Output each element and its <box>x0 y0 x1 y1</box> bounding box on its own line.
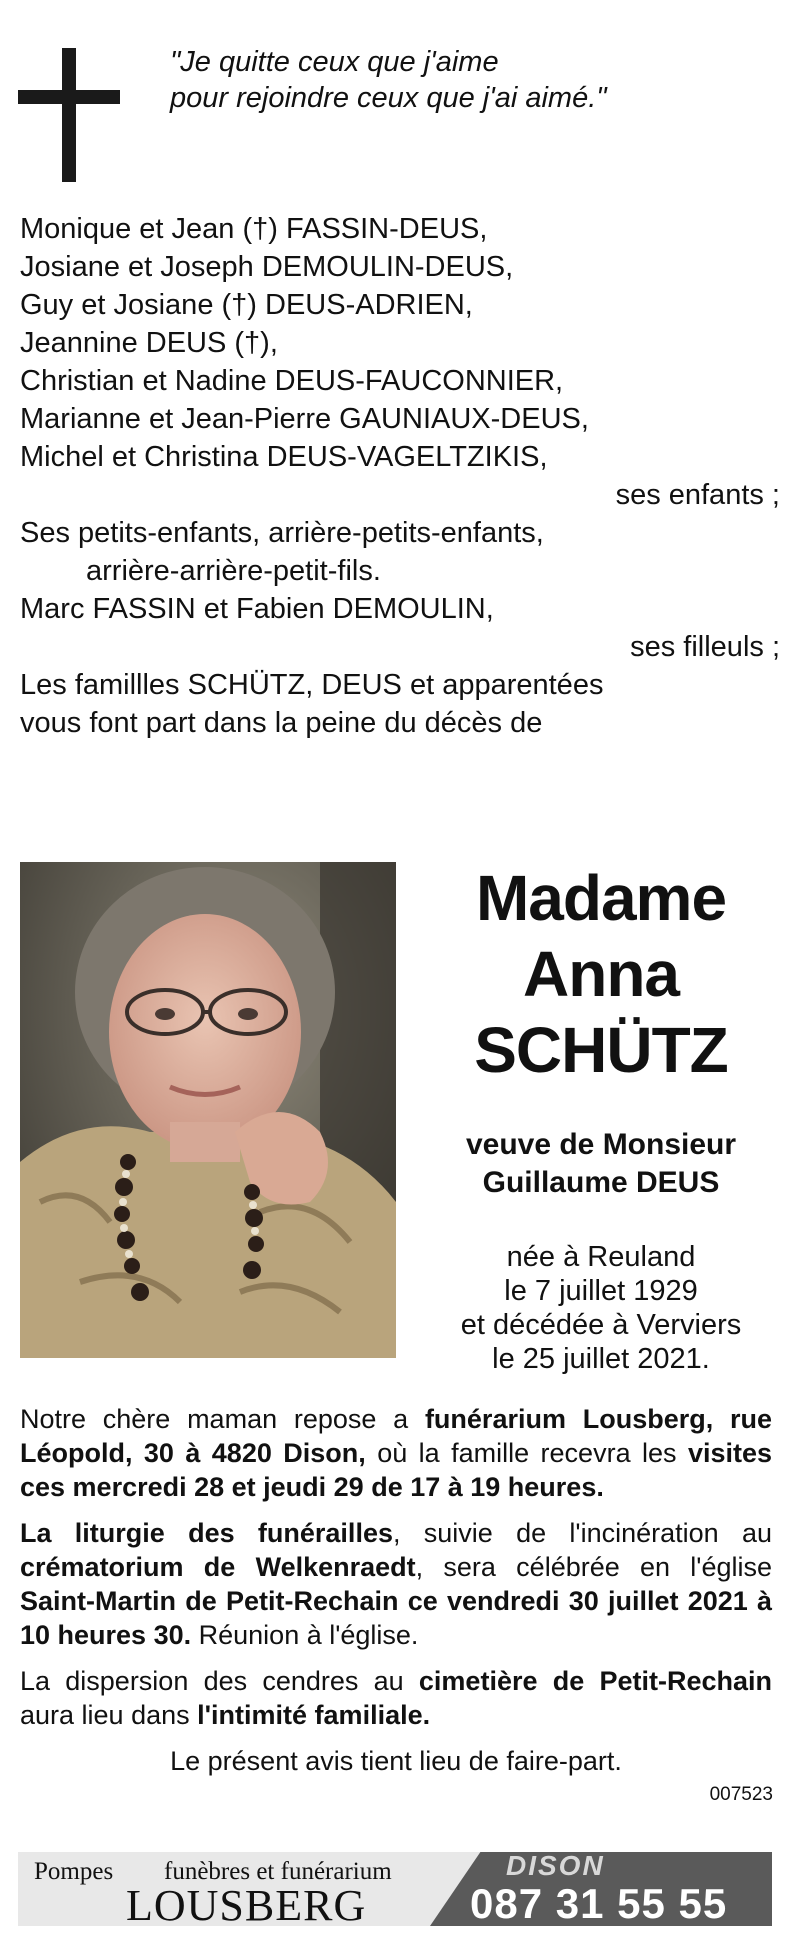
bold-text-run: visites ces mercredi 28 et jeudi 29 de 17 à 19 heures. <box>20 1438 773 1502</box>
widow-of <box>420 1126 782 1202</box>
ashes-paragraph <box>20 1664 772 1732</box>
family-line: arrière-arrière-petit-fils. <box>86 555 381 587</box>
death-date: le 25 juillet 2021. <box>492 1343 710 1375</box>
birth-date: le 7 juillet 1929 <box>504 1275 698 1307</box>
deceased-title: Madame <box>475 862 727 934</box>
widow-line: Guillaume DEUS <box>482 1166 720 1199</box>
cross-icon <box>18 48 120 182</box>
family-line: Jeannine DEUS (†), <box>20 327 278 359</box>
family-line: Ses petits-enfants, arrière-petits-enfants, <box>20 517 544 549</box>
footer-funebres: funèbres et funérarium <box>164 1858 392 1885</box>
birth-place: née à Reuland <box>506 1241 696 1273</box>
family-line: Monique et Jean (†) FASSIN-DEUS, <box>20 213 488 245</box>
text-run: Réunion à l'église. <box>191 1620 419 1650</box>
footer-phone: 087 31 55 55 <box>470 1880 728 1926</box>
deceased-block <box>420 860 782 1376</box>
deceased-first-name: Anna <box>523 938 679 1010</box>
family-line: Les famillles SCHÜTZ, DEUS et apparentées <box>20 669 604 701</box>
family-line: Josiane et Joseph DEMOULIN-DEUS, <box>20 251 514 283</box>
quote-line: pour rejoindre ceux que j'ai aimé." <box>170 82 607 114</box>
bold-text-run: Saint-Martin de Petit-Rechain ce vendredi 30 juillet 2021 à 10 heures 30. <box>20 1586 772 1650</box>
family-line: Marc FASSIN et Fabien DEMOULIN, <box>20 593 494 625</box>
epigraph-quote <box>170 44 770 116</box>
bold-text-run: l'intimité familiale. <box>197 1700 431 1730</box>
footer-pompes: Pompes <box>34 1858 114 1885</box>
bold-text-run: cimetière de Petit-Rechain <box>418 1666 772 1696</box>
family-line: Guy et Josiane (†) DEUS-ADRIEN, <box>20 289 473 321</box>
bold-text-run: funérarium Lousberg, rue Léopold, 30 à 4820 Dison, <box>20 1404 772 1468</box>
deceased-last-name: SCHÜTZ <box>474 1014 728 1086</box>
widow-line: veuve de Monsieur <box>465 1128 737 1161</box>
text-run: Notre chère maman repose a <box>20 1404 425 1434</box>
footer-city: DISON <box>506 1852 605 1881</box>
family-role: ses filleuls ; <box>630 631 780 663</box>
funeral-home-banner <box>18 1852 772 1926</box>
family-line: Marianne et Jean-Pierre GAUNIAUX-DEUS, <box>20 403 589 435</box>
closing-line: Le présent avis tient lieu de faire-part. <box>170 1746 622 1776</box>
funeral-paragraph <box>20 1516 772 1652</box>
text-run: , suivie de l'incinération au <box>392 1518 772 1548</box>
funeral-home-logo: LOUSBERG <box>126 1881 367 1926</box>
life-dates <box>420 1240 782 1376</box>
bold-text-run: crématorium de Welkenraedt <box>20 1552 416 1582</box>
text-run: La dispersion des cendres au <box>20 1666 419 1696</box>
bold-text-run: La liturgie des funérailles <box>20 1518 393 1548</box>
announcement-body <box>20 1402 772 1790</box>
death-place: et décédée à Verviers <box>460 1309 742 1341</box>
family-line: Christian et Nadine DEUS-FAUCONNIER, <box>20 365 564 397</box>
family-line: Michel et Christina DEUS-VAGELTZIKIS, <box>20 441 548 473</box>
reference-number: 007523 <box>709 1784 773 1805</box>
portrait-photo <box>20 862 396 1358</box>
text-run: , sera célébrée en l'église <box>415 1552 772 1582</box>
family-role: ses enfants ; <box>615 479 780 511</box>
text-run: où la famille recevra les <box>365 1438 688 1468</box>
text-run: aura lieu dans <box>20 1700 198 1730</box>
quote-line: "Je quitte ceux que j'aime <box>170 46 499 78</box>
family-line: vous font part dans la peine du décès de <box>20 707 543 739</box>
family-list <box>20 210 780 742</box>
visitation-paragraph <box>20 1402 772 1504</box>
